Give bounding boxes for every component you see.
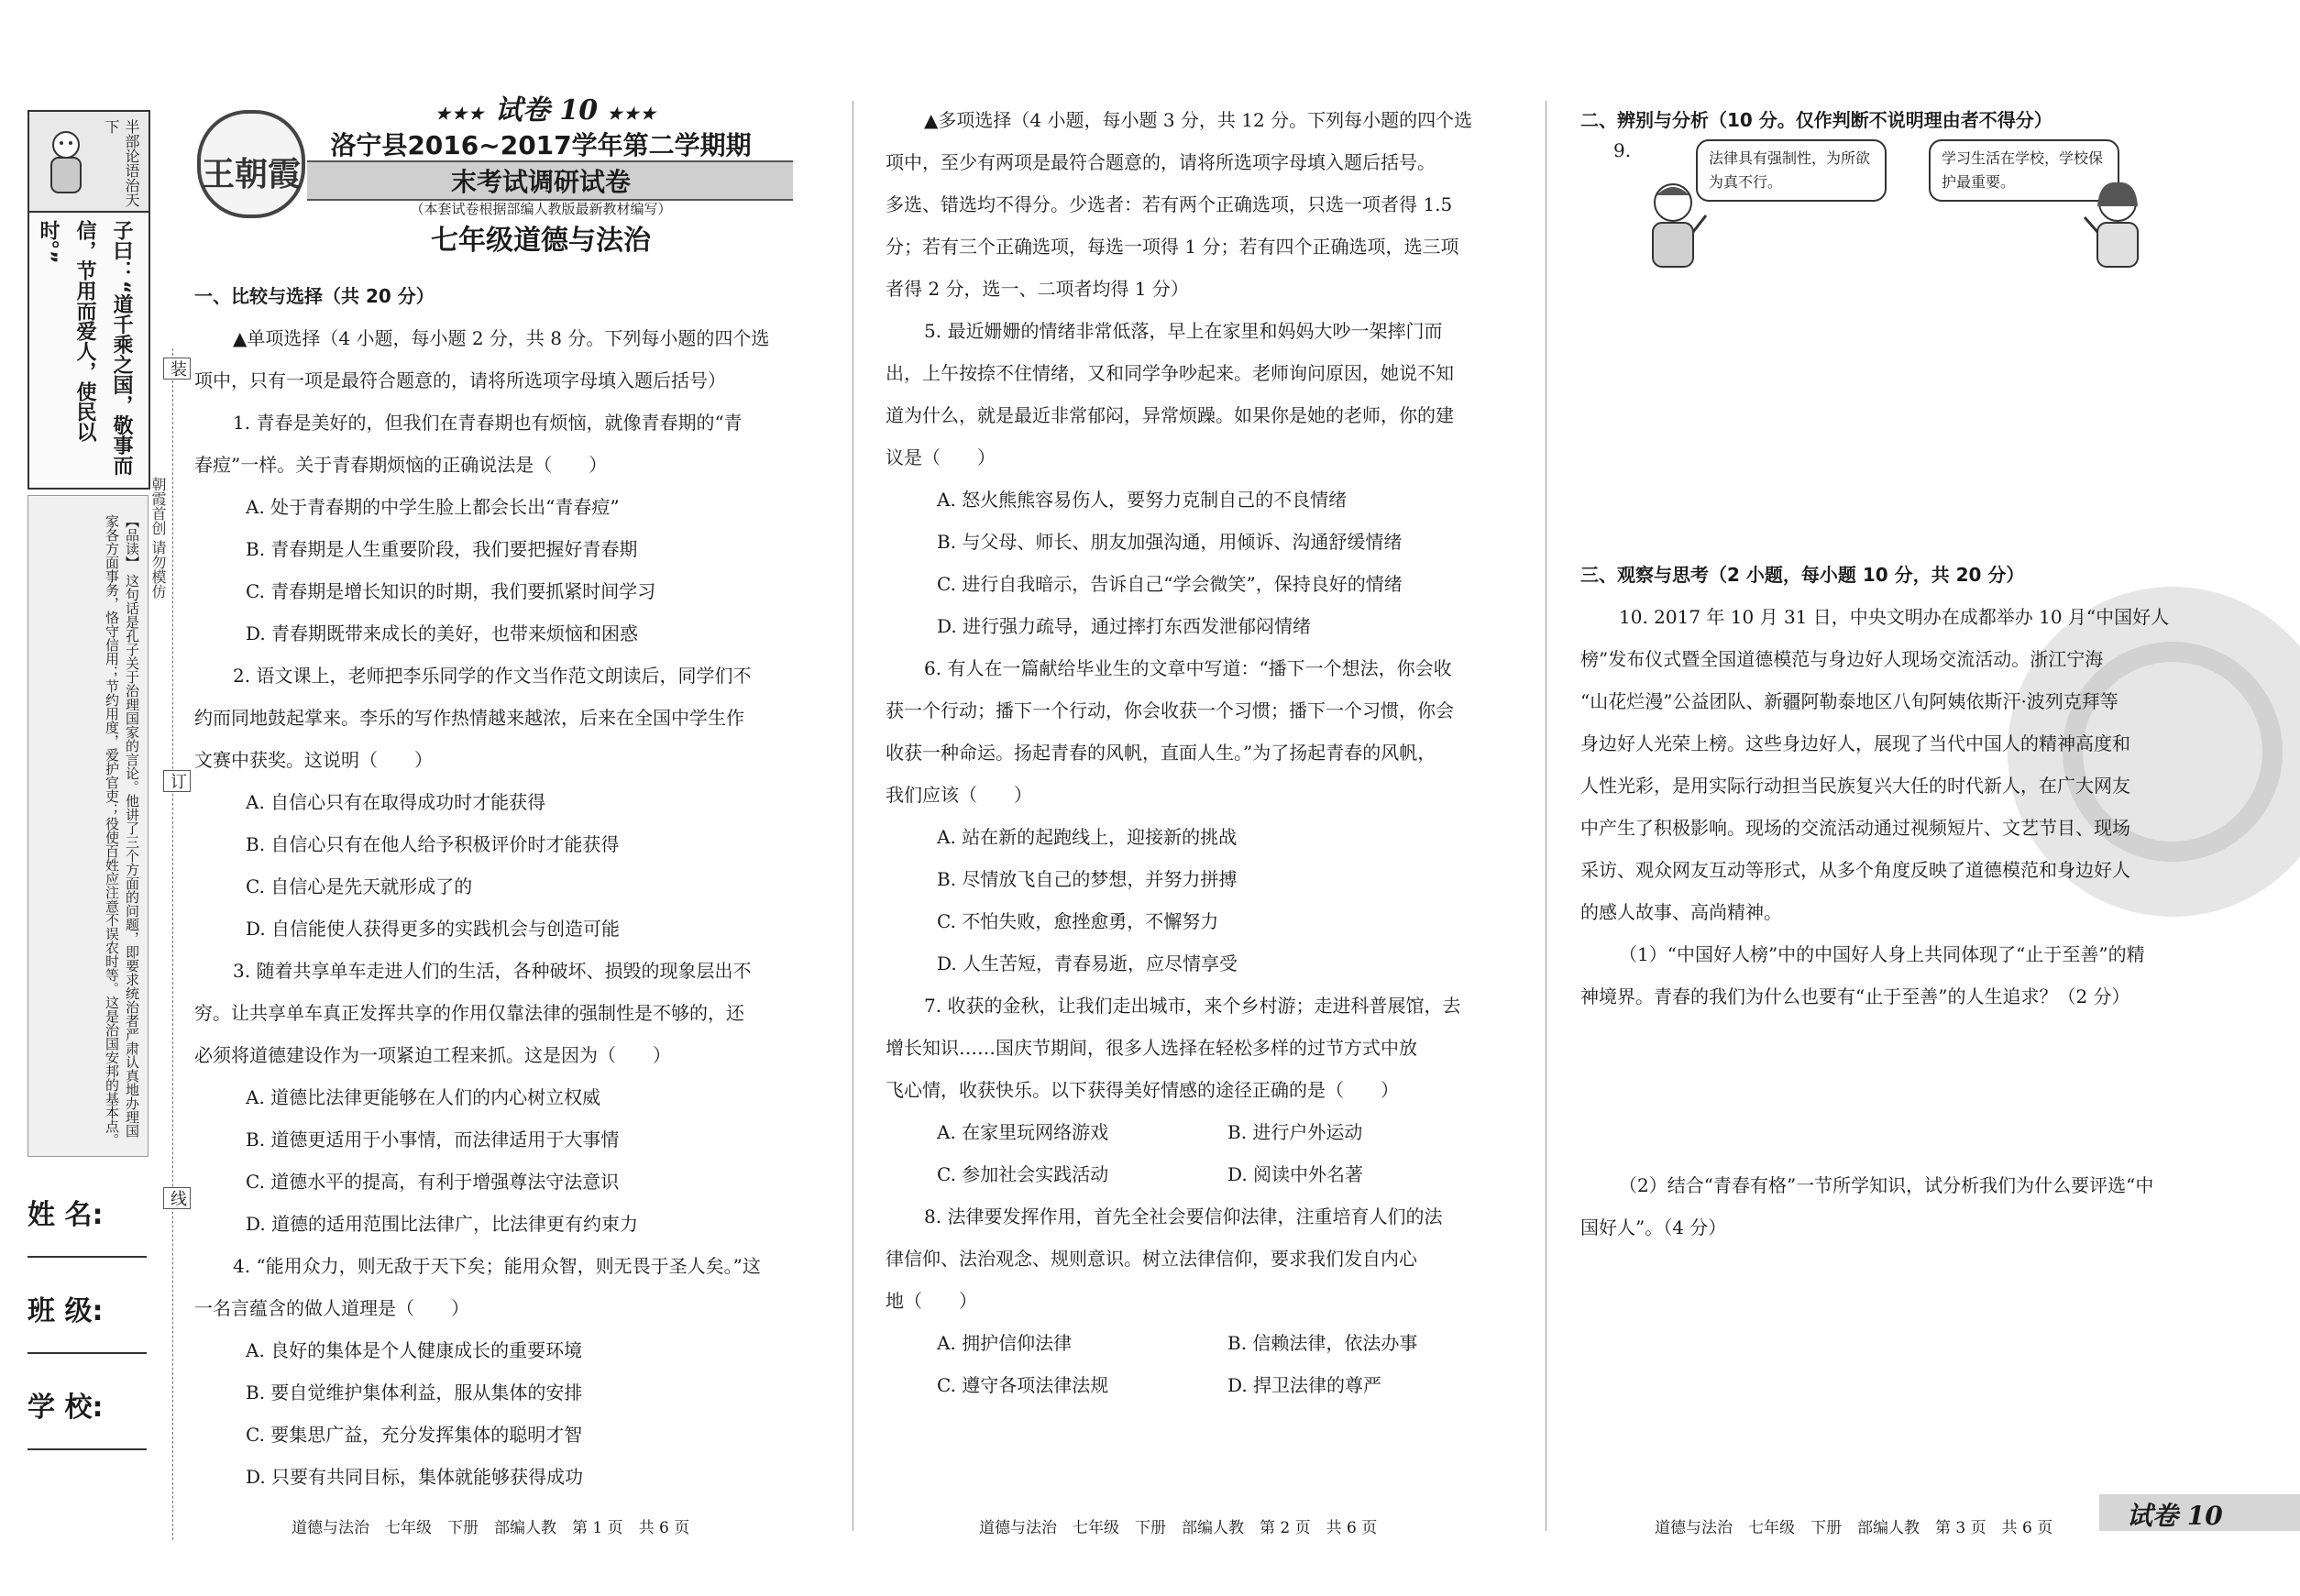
q7-stem-2: 增长知识……国庆节期间，很多人选择在轻松多样的过节方式中放 [886, 1037, 1417, 1059]
q7-option-c[interactable]: C. 参加社会实践活动 [937, 1163, 1109, 1185]
exam-subtitle: （本套试卷根据部编人教版最新教材编写） [410, 201, 672, 217]
single-choice-intro: ▲单项选择（4 小题，每小题 2 分，共 8 分。下列每小题的四个选 [233, 327, 770, 349]
q7-stem: 7. 收获的金秋，让我们走出城市，来个乡村游；走进科普展馆，去 [924, 995, 1461, 1017]
q8-option-b[interactable]: B. 信赖法律，依法办事 [1227, 1332, 1418, 1354]
section-2-heading: 二、辨别与分析（10 分。仅作判断不说明理由者不得分） [1580, 109, 2052, 131]
paper-tag [435, 87, 657, 127]
q10-part1-answer-area[interactable] [1580, 935, 2204, 1155]
single-choice-intro-2: 项中，只有一项是最符合题意的，请将所选项字母填入题后括号） [194, 369, 726, 391]
q1-option-d[interactable]: D. 青春期既带来成长的美好，也带来烦恼和困惑 [246, 622, 639, 644]
q5-option-b[interactable]: B. 与父母、师长、朋友加强沟通，用倾诉、沟通舒缓情绪 [937, 531, 1403, 553]
q10-stem-3: “山花烂漫”公益团队、新疆阿勒泰地区八旬阿姨依斯汗·波列克拜等 [1580, 690, 2118, 712]
column-1 [194, 275, 827, 1498]
q8-options-row-1 [886, 1322, 1518, 1364]
q10-part2-2: 国好人”。（4 分） [1580, 1216, 1727, 1238]
school-label: 学 校: [28, 1392, 104, 1424]
q8-options-row-2 [886, 1364, 1518, 1406]
q3-option-b[interactable]: B. 道德更适用于小事情，而法律适用于大事情 [246, 1128, 620, 1150]
quote-box [28, 110, 150, 490]
footer-page-2: 道德与法治 七年级 下册 部编人教 第 2 页 共 6 页 [979, 1519, 1378, 1537]
q3-stem-2: 穷。让共享单车真正发挥共享的作用仅靠法律的强制性是不够的，还 [194, 1002, 744, 1024]
column-3-q10-part2 [1580, 1164, 2204, 1249]
q2-option-c[interactable]: C. 自信心是先天就形成了的 [246, 875, 473, 897]
q10-stem-5: 人性光彩，是用实际行动担当民族复兴大任的时代新人，在广大网友 [1580, 775, 2130, 797]
q4-option-a[interactable]: A. 良好的集体是个人健康成长的重要环境 [246, 1339, 583, 1361]
q5-option-d[interactable]: D. 进行强力疏导，通过摔打东西发泄郁闷情绪 [937, 615, 1312, 637]
subject-title: 七年级道德与法治 [431, 225, 651, 257]
q8-stem-2: 律信仰、法治观念、规则意识。树立法律信仰，要求我们发自内心 [886, 1248, 1417, 1270]
exam-header [197, 87, 811, 266]
class-field[interactable] [28, 1288, 147, 1328]
q5-option-c[interactable]: C. 进行自我暗示，告诉自己“学会微笑”，保持良好的情绪 [937, 573, 1403, 595]
binding-strip [28, 110, 147, 1540]
q10-part2: （2）结合“青春有格”一节所学知识，试分析我们为什么要评选“中 [1619, 1174, 2154, 1196]
q4-stem-2: 一名言蕴含的做人道理是（ ） [194, 1297, 469, 1319]
q6-option-d[interactable]: D. 人生苦短，青春易逝，应尽情享受 [937, 952, 1238, 974]
q7-options-row-2 [886, 1153, 1518, 1195]
q5-stem: 5. 最近姗姗的情绪非常低落，早上在家里和妈妈大吵一架摔门而 [924, 320, 1443, 342]
q1-option-b[interactable]: B. 青春期是人生重要阶段，我们要把握好青春期 [246, 538, 638, 560]
q2-stem: 2. 语文课上，老师把李乐同学的作文当作范文朗读后，同学们不 [233, 665, 752, 687]
q7-stem-3: 飞心情，收获快乐。以下获得美好情感的途径正确的是（ ） [886, 1079, 1399, 1101]
q6-option-c[interactable]: C. 不怕失败，愈挫愈勇，不懈努力 [937, 910, 1219, 932]
q3-stem-3: 必须将道德建设作为一项紧迫工程来抓。这是因为（ ） [194, 1044, 671, 1066]
q3-stem: 3. 随着共享单车走进人们的生活，各种破坏、损毁的现象层出不 [233, 960, 752, 982]
q10-part1: （1）“中国好人榜”中的中国好人身上共同体现了“止于至善”的精 [1619, 943, 2145, 965]
q6-stem-4: 我们应该（ ） [886, 784, 1032, 806]
quote-header [29, 112, 149, 213]
q3-option-c[interactable]: C. 道德水平的提高，有利于增强尊法守法意识 [246, 1171, 620, 1193]
multi-choice-intro-2: 项中，至少有两项是最符合题意的，请将所选项字母填入题后括号。 [886, 151, 1436, 173]
pindu-text: 【品读】 这句话是孔子关于治理国家的言论。他讲了三个方面的问题，即要求统治者严肃认真地办理国家各方面事务，恪守信用；节约用度，爱护官吏；役使百姓应注意不误农时等。这是治国安邦的基本点。 [104, 514, 140, 1147]
q7-option-b[interactable]: B. 进行户外运动 [1227, 1121, 1363, 1143]
q7-options-row-1 [886, 1111, 1518, 1153]
boy-figure-icon [1636, 179, 1710, 270]
confucius-illustration-icon [39, 125, 94, 198]
q3-option-d[interactable]: D. 道德的适用范围比法律广，比法律更有约束力 [246, 1213, 639, 1235]
q10-stem-7: 采访、观众网友互动等形式，从多个角度反映了道德模范和身边好人 [1580, 859, 2130, 881]
section-1-heading: 一、比较与选择（共 20 分） [194, 285, 435, 307]
brand-logo [197, 110, 305, 218]
q6-option-a[interactable]: A. 站在新的起跑线上，迎接新的挑战 [937, 826, 1238, 848]
q8-option-a[interactable]: A. 拥护信仰法律 [937, 1332, 1073, 1354]
q7-option-d[interactable]: D. 阅读中外名著 [1227, 1163, 1364, 1185]
class-line[interactable] [28, 1352, 147, 1354]
q5-stem-3: 道为什么，就是最近非常郁闷，异常烦躁。如果你是她的老师，你的建 [886, 404, 1454, 426]
q5-stem-4: 议是（ ） [886, 446, 996, 468]
footer-page-3: 道德与法治 七年级 下册 部编人教 第 3 页 共 6 页 [1655, 1519, 2053, 1537]
column-2 [886, 99, 1518, 1406]
q10-part2-answer-area[interactable] [1580, 1256, 2204, 1494]
q8-stem: 8. 法律要发挥作用，首先全社会要信仰法律，注重培育人们的法 [924, 1205, 1443, 1227]
end-paper-label: 试卷 10 [2127, 1501, 2223, 1531]
footer-page-1: 道德与法治 七年级 下册 部编人教 第 1 页 共 6 页 [292, 1519, 690, 1537]
q8-option-c[interactable]: C. 遵守各项法律法规 [937, 1374, 1109, 1396]
q10-part1-2: 神境界。青春的我们为什么也要有“止于至善”的人生追求？（2 分） [1580, 985, 2130, 1007]
school-line[interactable] [28, 1448, 147, 1450]
binding-dashed-line [172, 348, 173, 1540]
q3-option-a[interactable]: A. 道德比法律更能够在人们的内心树立权威 [246, 1086, 601, 1108]
q4-option-b[interactable]: B. 要自觉维护集体利益，服从集体的安排 [246, 1381, 583, 1403]
q6-stem-3: 收获一种命运。扬起青春的风帆，直面人生。”为了扬起青春的风帆， [886, 742, 1436, 764]
q9-number: 9. [1613, 139, 1632, 161]
name-field[interactable] [28, 1192, 147, 1232]
q2-option-d[interactable]: D. 自信能使人获得更多的实践机会与创造可能 [246, 918, 621, 940]
girl-figure-icon [2081, 179, 2154, 270]
exam-title: 洛宁县2016~2017学年第二学期期末考试调研试卷 [330, 130, 752, 197]
q1-option-a[interactable]: A. 处于青春期的中学生脸上都会长出“青春痘” [246, 496, 620, 518]
q2-option-b[interactable]: B. 自信心只有在他人给予积极评价时才能获得 [246, 833, 620, 855]
q1-option-c[interactable]: C. 青春期是增长知识的时期，我们要抓紧时间学习 [246, 580, 656, 602]
q5-option-a[interactable]: A. 怒火熊熊容易伤人，要努力克制自己的不良情绪 [937, 489, 1348, 511]
stars-right-icon: ★★★ [607, 105, 657, 124]
pindu-box [28, 495, 149, 1157]
q4-option-c[interactable]: C. 要集思广益，充分发挥集体的聪明才智 [246, 1424, 583, 1446]
q5-stem-2: 出，上午按捺不住情绪，又和同学争吵起来。老师询问原因，她说不知 [886, 362, 1454, 384]
logo-text: 王朝霞 [201, 155, 301, 193]
q1-stem: 1. 青春是美好的，但我们在青春期也有烦恼，就像青春期的“青 [233, 412, 743, 434]
q6-option-b[interactable]: B. 尽情放飞自己的梦想，并努力拼搏 [937, 868, 1238, 890]
confucius-quote: 子曰：“道千乘之国，敬事而信，节用而爱人，使民以时。” [37, 220, 133, 476]
q10-stem-2: 榜”发布仪式暨全国道德模范与身边好人现场交流活动。浙江宁海 [1580, 648, 2104, 670]
q4-option-d[interactable]: D. 只要有共同目标，集体就能够获得成功 [246, 1466, 584, 1488]
copyright-note: 朝霞首创 请勿模仿 [149, 477, 167, 600]
q2-stem-2: 约而同地鼓起掌来。李乐的写作热情越来越浓，后来在全国中学生作 [194, 707, 744, 729]
q6-stem: 6. 有人在一篇献给毕业生的文章中写道：“播下一个想法，你会收 [924, 657, 1452, 679]
name-line[interactable] [28, 1256, 147, 1258]
q2-option-a[interactable]: A. 自信心只有在取得成功时才能获得 [246, 791, 546, 813]
binding-mark-2: 订 [163, 770, 191, 792]
section-3-heading: 三、观察与思考（2 小题，每小题 10 分，共 20 分） [1580, 564, 2025, 586]
speech-bubble-girl: 学习生活在学校，学校保护最重要。 [1929, 139, 2119, 202]
class-label: 班 级: [28, 1295, 104, 1327]
multi-choice-intro-3: 多选、错选均不得分。少选者：若有两个正确选项，只选一项者得 1.5 [886, 193, 1453, 215]
column-3 [1580, 99, 2204, 141]
multi-choice-intro-4: 分；若有三个正确选项，每选一项得 1 分；若有四个正确选项，选三项 [886, 236, 1459, 258]
q10-stem-6: 中产生了积极影响。现场的交流活动通过视频短片、文艺节目、现场 [1580, 817, 2130, 839]
motto-header: 半部论语治天下 [103, 119, 140, 207]
multi-choice-intro: ▲多项选择（4 小题，每小题 3 分，共 12 分。下列每小题的四个选 [924, 109, 1473, 131]
binding-mark-1: 装 [163, 358, 191, 380]
q7-option-a[interactable]: A. 在家里玩网络游戏 [937, 1121, 1109, 1143]
q6-stem-2: 获一个行动；播下一个行动，你会收获一个习惯；播下一个习惯，你会 [886, 699, 1454, 721]
speech-bubble-boy: 法律具有强制性，为所欲为真不行。 [1696, 139, 1887, 202]
stars-left-icon: ★★★ [435, 105, 486, 124]
school-field[interactable] [28, 1384, 147, 1425]
q4-stem: 4. “能用众力，则无敌于天下矣；能用众智，则无畏于圣人矣。”这 [233, 1255, 761, 1277]
q8-stem-3: 地（ ） [886, 1290, 977, 1312]
q10-stem: 10. 2017 年 10 月 31 日，中央文明办在成都举办 10 月“中国好人 [1619, 606, 2170, 628]
end-paper-tag [2099, 1494, 2300, 1531]
q1-stem-2: 春痘”一样。关于青春期烦恼的正确说法是（ ） [194, 454, 608, 476]
q10-stem-4: 身边好人光荣上榜。这些身边好人，展现了当代中国人的精神高度和 [1580, 732, 2130, 754]
multi-choice-intro-5: 者得 2 分，选一、二项者均得 1 分） [886, 278, 1189, 300]
paper-number: 试卷 10 [494, 94, 599, 127]
q8-option-d[interactable]: D. 捍卫法律的尊严 [1227, 1374, 1382, 1396]
binding-mark-3: 线 [163, 1187, 191, 1209]
q10-stem-8: 的感人故事、高尚精神。 [1580, 901, 1782, 923]
q2-stem-3: 文赛中获奖。这说明（ ） [194, 749, 433, 771]
name-label: 姓 名: [28, 1199, 104, 1231]
